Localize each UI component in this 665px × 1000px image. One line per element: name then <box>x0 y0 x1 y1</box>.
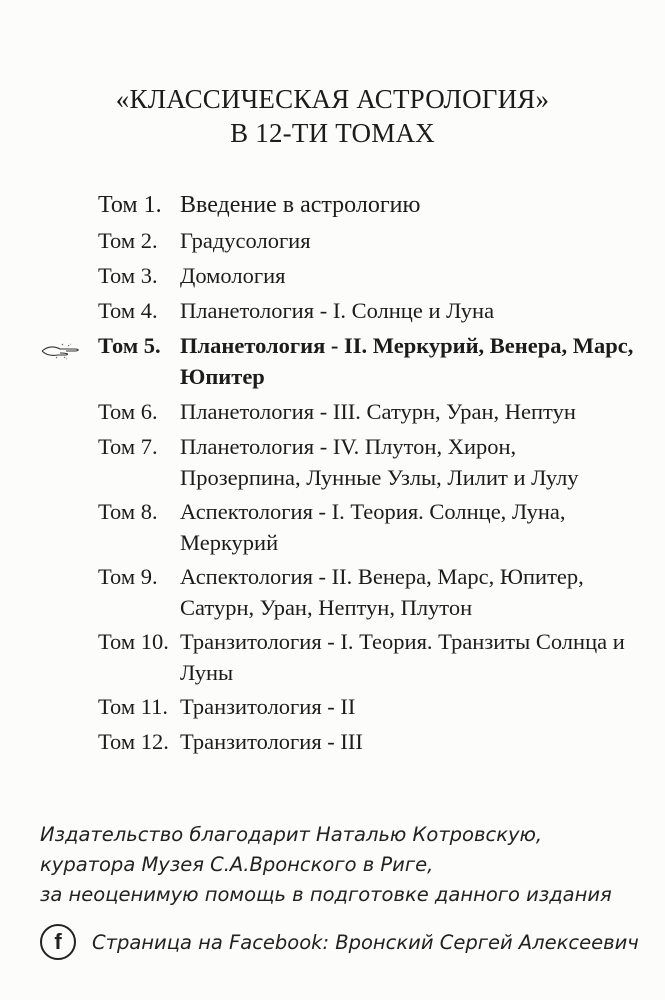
volume-list <box>98 190 638 761</box>
facebook-link[interactable] <box>40 922 639 962</box>
volume-title: Аспектология - I. Теория. Солнце, Луна, Меркурий <box>180 499 566 555</box>
volume-number: Том 8. <box>98 499 158 524</box>
list-item <box>98 496 638 558</box>
volume-number: Том 6. <box>98 399 158 424</box>
volume-title: Планетология - I. Солнце и Луна <box>180 298 495 323</box>
volume-number: Том 5. <box>98 333 161 358</box>
list-item <box>98 431 638 493</box>
volume-title: Введение в астрологию <box>180 192 421 218</box>
list-item <box>98 190 638 221</box>
volume-title: Планетология - III. Сатурн, Уран, Нептун <box>180 399 576 424</box>
list-item <box>98 225 638 256</box>
list-item <box>98 626 638 688</box>
volume-number: Том 1. <box>98 192 162 218</box>
volume-number: Том 2. <box>98 228 158 253</box>
volume-title: Транзитология - III <box>180 729 363 754</box>
volume-number: Том 9. <box>98 564 158 589</box>
list-item-highlighted <box>98 330 638 392</box>
volume-title: Планетология - II. Меркурий, Венера, Марс, Юпитер <box>180 333 634 389</box>
volume-number: Том 10. <box>98 629 169 654</box>
volume-title: Домология <box>180 263 286 288</box>
volume-number: Том 11. <box>98 694 169 719</box>
volume-number: Том 7. <box>98 434 158 459</box>
list-item <box>98 726 638 757</box>
facebook-page-text: Страница на Facebook: Вронский Сергей Алексеевич <box>92 930 639 954</box>
series-subtitle: В 12-ТИ ТОМАХ <box>230 118 435 148</box>
volume-number: Том 12. <box>98 729 169 754</box>
volume-number: Том 3. <box>98 263 158 288</box>
volume-number: Том 4. <box>98 298 158 323</box>
series-title: «КЛАССИЧЕСКАЯ АСТРОЛОГИЯ» <box>115 84 550 114</box>
list-item <box>98 295 638 326</box>
acknowledgement <box>40 820 640 910</box>
list-item <box>98 396 638 427</box>
list-item <box>98 260 638 291</box>
volume-title: Транзитология - II <box>180 694 356 719</box>
volume-title: Градусология <box>180 228 311 253</box>
acknowledgement-line: за неоценимую помощь в подготовке данного издания <box>40 883 612 906</box>
volume-title: Аспектология - II. Венера, Марс, Юпитер, Сатурн, Уран, Нептун, Плутон <box>180 564 584 620</box>
facebook-icon: f <box>40 924 76 960</box>
acknowledgement-line: куратора Музея С.А.Вронского в Риге, <box>40 853 434 876</box>
acknowledgement-line: Издательство благодарит Наталью Котровскую, <box>40 823 543 846</box>
pointing-hand-icon <box>40 342 90 360</box>
list-item <box>98 691 638 722</box>
volume-title: Планетология - IV. Плутон, Хирон, Прозерпина, Лунные Узлы, Лилит и Лулу <box>180 434 579 490</box>
list-item <box>98 561 638 623</box>
volume-title: Транзитология - I. Теория. Транзиты Солнца и Луны <box>180 629 625 685</box>
